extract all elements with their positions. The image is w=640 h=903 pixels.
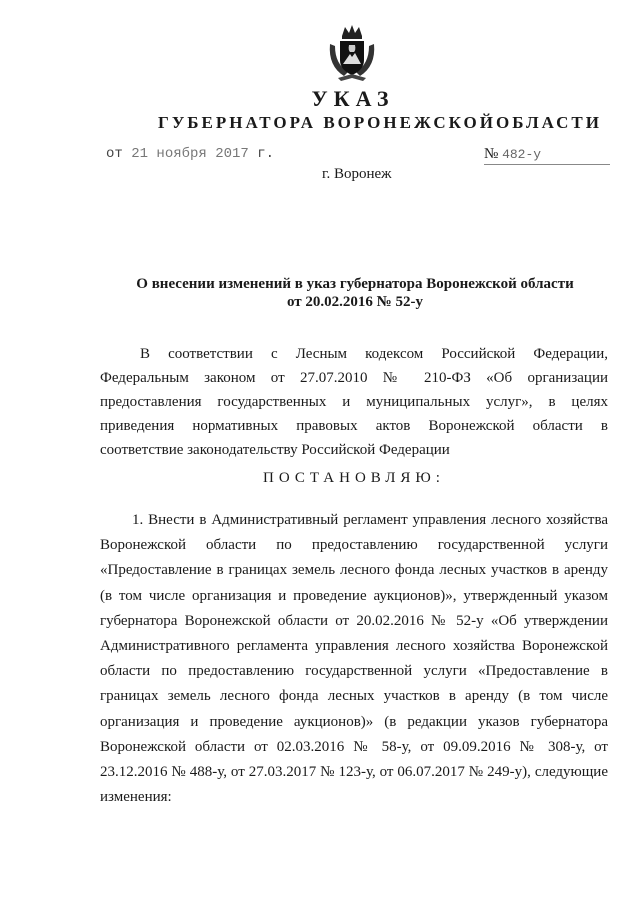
coat-of-arms-icon [326,24,378,84]
date-suffix: г. [257,146,275,162]
item-1-paragraph: 1. Внести в Административный регламент управления лесного хозяйства Воронежской области по предоставлению государственной услуги «Предоставление в границах земель лесного фонда лесных участков в аренду (в том числе организация и проведение аукционов)», утвержденный указом губернатора Воронежской области от 20.02.2016 № 52-у «Об утверждении Административного регламента управления лесного хозяйства Воронежской области по предоставлению государственной услуги «Предоставление в границах земель лесного фонда лесных участков в аренду (в том числе организация и проведение аукционов)» (в редакции указов губернатора Воронежской области от 02.03.2016 № 58-у, от 09.09.2016 № 308-у, от 23.12.2016 № 488-у, от 27.03.2017 № 123-у, от 06.07.2017 № 249-у), следующие изменения: [100,512,608,806]
document-date [106,146,274,162]
number-value: 482-у [502,147,542,162]
document-title: УКАЗ [311,86,395,111]
document-subject [100,275,610,311]
date-prefix: от [106,146,123,162]
preamble-paragraph: В соответствии с Лесным кодексом Российской Федерации, Федеральным законом от 27.07.2010 № 210-ФЗ «Об организации предоставления государственных и муниципальных услуг», в целях приведения нормативных правовых актов Воронежской области в соответствие законодательству Российской Федерации [100,346,608,458]
decree-heading: ПОСТАНОВЛЯЮ: [263,470,445,486]
document-number [484,146,610,165]
date-value: 21 ноября 2017 [131,146,249,162]
subject-line-1: О внесении изменений в указ губернатора Воронежской области [136,276,574,292]
city-label: г. Воронеж [322,166,392,182]
document-subtitle: ГУБЕРНАТОРА ВОРОНЕЖСКОЙОБЛАСТИ [158,113,602,132]
number-prefix: № [484,146,499,162]
subject-line-2: от 20.02.2016 № 52-у [287,294,423,310]
